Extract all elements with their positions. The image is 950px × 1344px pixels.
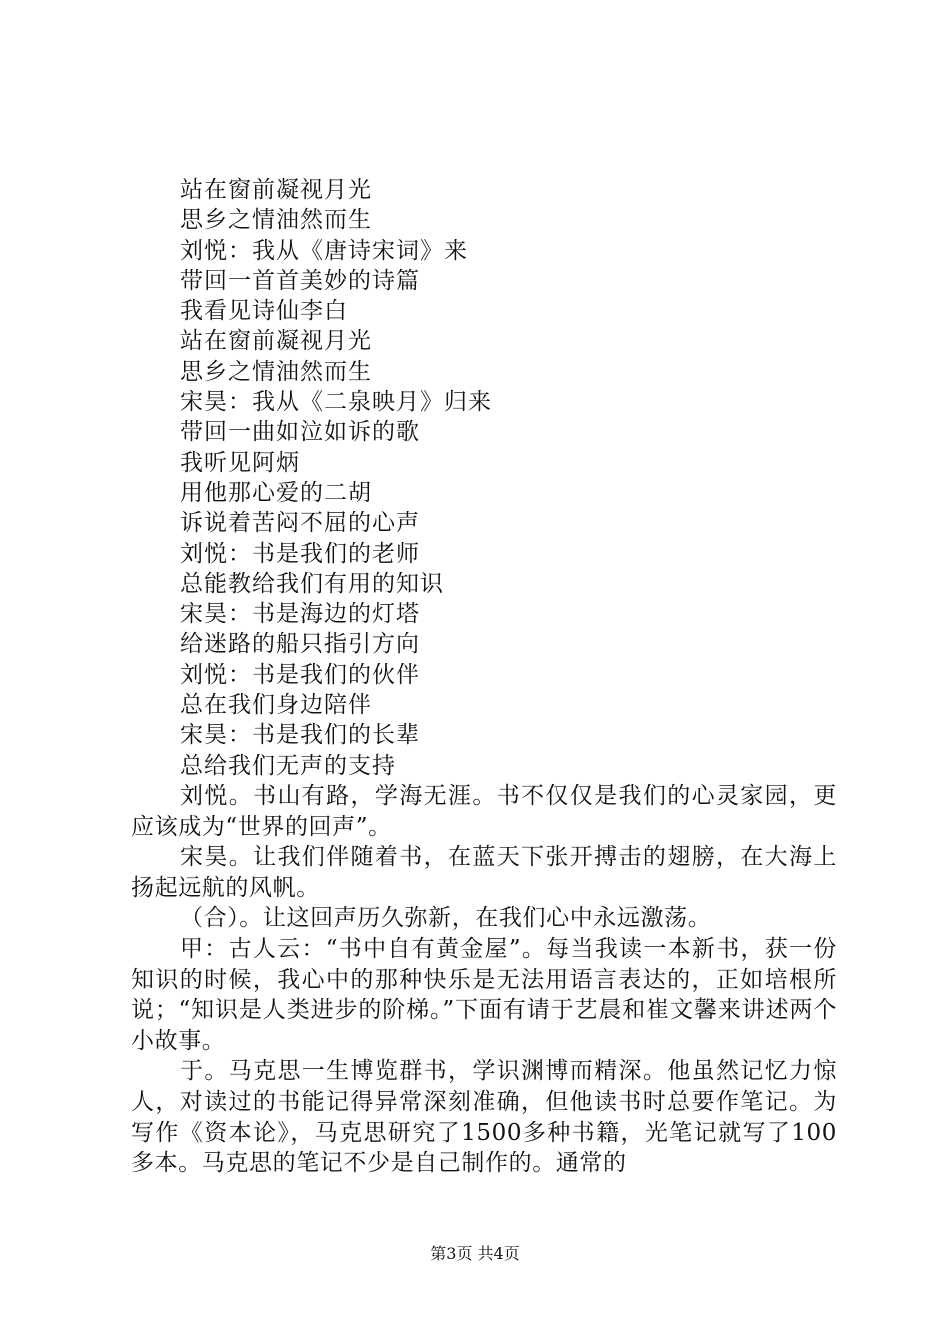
verse-line: 思乡之情油然而生 [180,207,372,234]
verse-line: 总给我们无声的支持 [180,752,396,779]
verse-line: 站在窗前凝视月光 [180,328,372,355]
paragraph: 于。马克思一生博览群书，学识渊博而精深。他虽然记忆力惊人，对读过的书能记得异常深刻准确，但他读书时总要作笔记。为写作《资本论》，马克思研究了1500多种书籍，光笔记就写了100多本。马克思的笔记不少是自己制作的。通常的 [131,1058,837,1177]
prose-block [131,781,837,1179]
verse-line: 用他那心爱的二胡 [180,479,372,506]
paragraph: 甲：古人云：“书中自有黄金屋”。每当我读一本新书，获一份知识的时候，我心中的那种快乐是无法用语言表达的，正如培根所说；“知识是人类进步的阶梯。”下面有请于艺晨和崔文馨来讲述两个小故事。 [131,935,837,1054]
verse-line: 站在窗前凝视月光 [180,177,372,203]
paragraph: 宋昊。让我们伴随着书，在蓝天下张开搏击的翅膀，在大海上扬起远航的风帆。 [131,844,837,901]
verse-line: 给迷路的船只指引方向 [180,631,420,658]
verse-line: 带回一首首美妙的诗篇 [180,267,420,294]
verse-line: 总能教给我们有用的知识 [180,570,444,597]
verse-line: 带回一曲如泣如诉的歌 [180,419,420,446]
verse-line: 总在我们身边陪伴 [180,692,372,719]
page-footer: 第3页 共4页 [430,1244,520,1263]
verse-line: 宋昊：书是我们的长辈 [180,722,420,749]
verse-line: 宋昊：书是海边的灯塔 [180,601,420,628]
verse-line: 我听见阿炳 [180,449,300,476]
paragraph: 刘悦。书山有路，学海无涯。书不仅仅是我们的心灵家园，更应该成为“世界的回声”。 [131,783,837,840]
verse-line: 刘悦：书是我们的伙伴 [180,661,420,688]
verse-line: 宋昊：我从《二泉映月》归来 [180,389,492,416]
verse-block [180,175,860,781]
verse-line: 诉说着苦闷不屈的心声 [180,510,420,537]
paragraph: （合）。让这回声历久弥新，在我们心中永远激荡。 [180,905,712,932]
verse-line: 我看见诗仙李白 [180,298,348,325]
verse-line: 刘悦：书是我们的老师 [180,540,420,567]
verse-line: 刘悦：我从《唐诗宋词》来 [180,237,468,264]
verse-line: 思乡之情油然而生 [180,358,372,385]
